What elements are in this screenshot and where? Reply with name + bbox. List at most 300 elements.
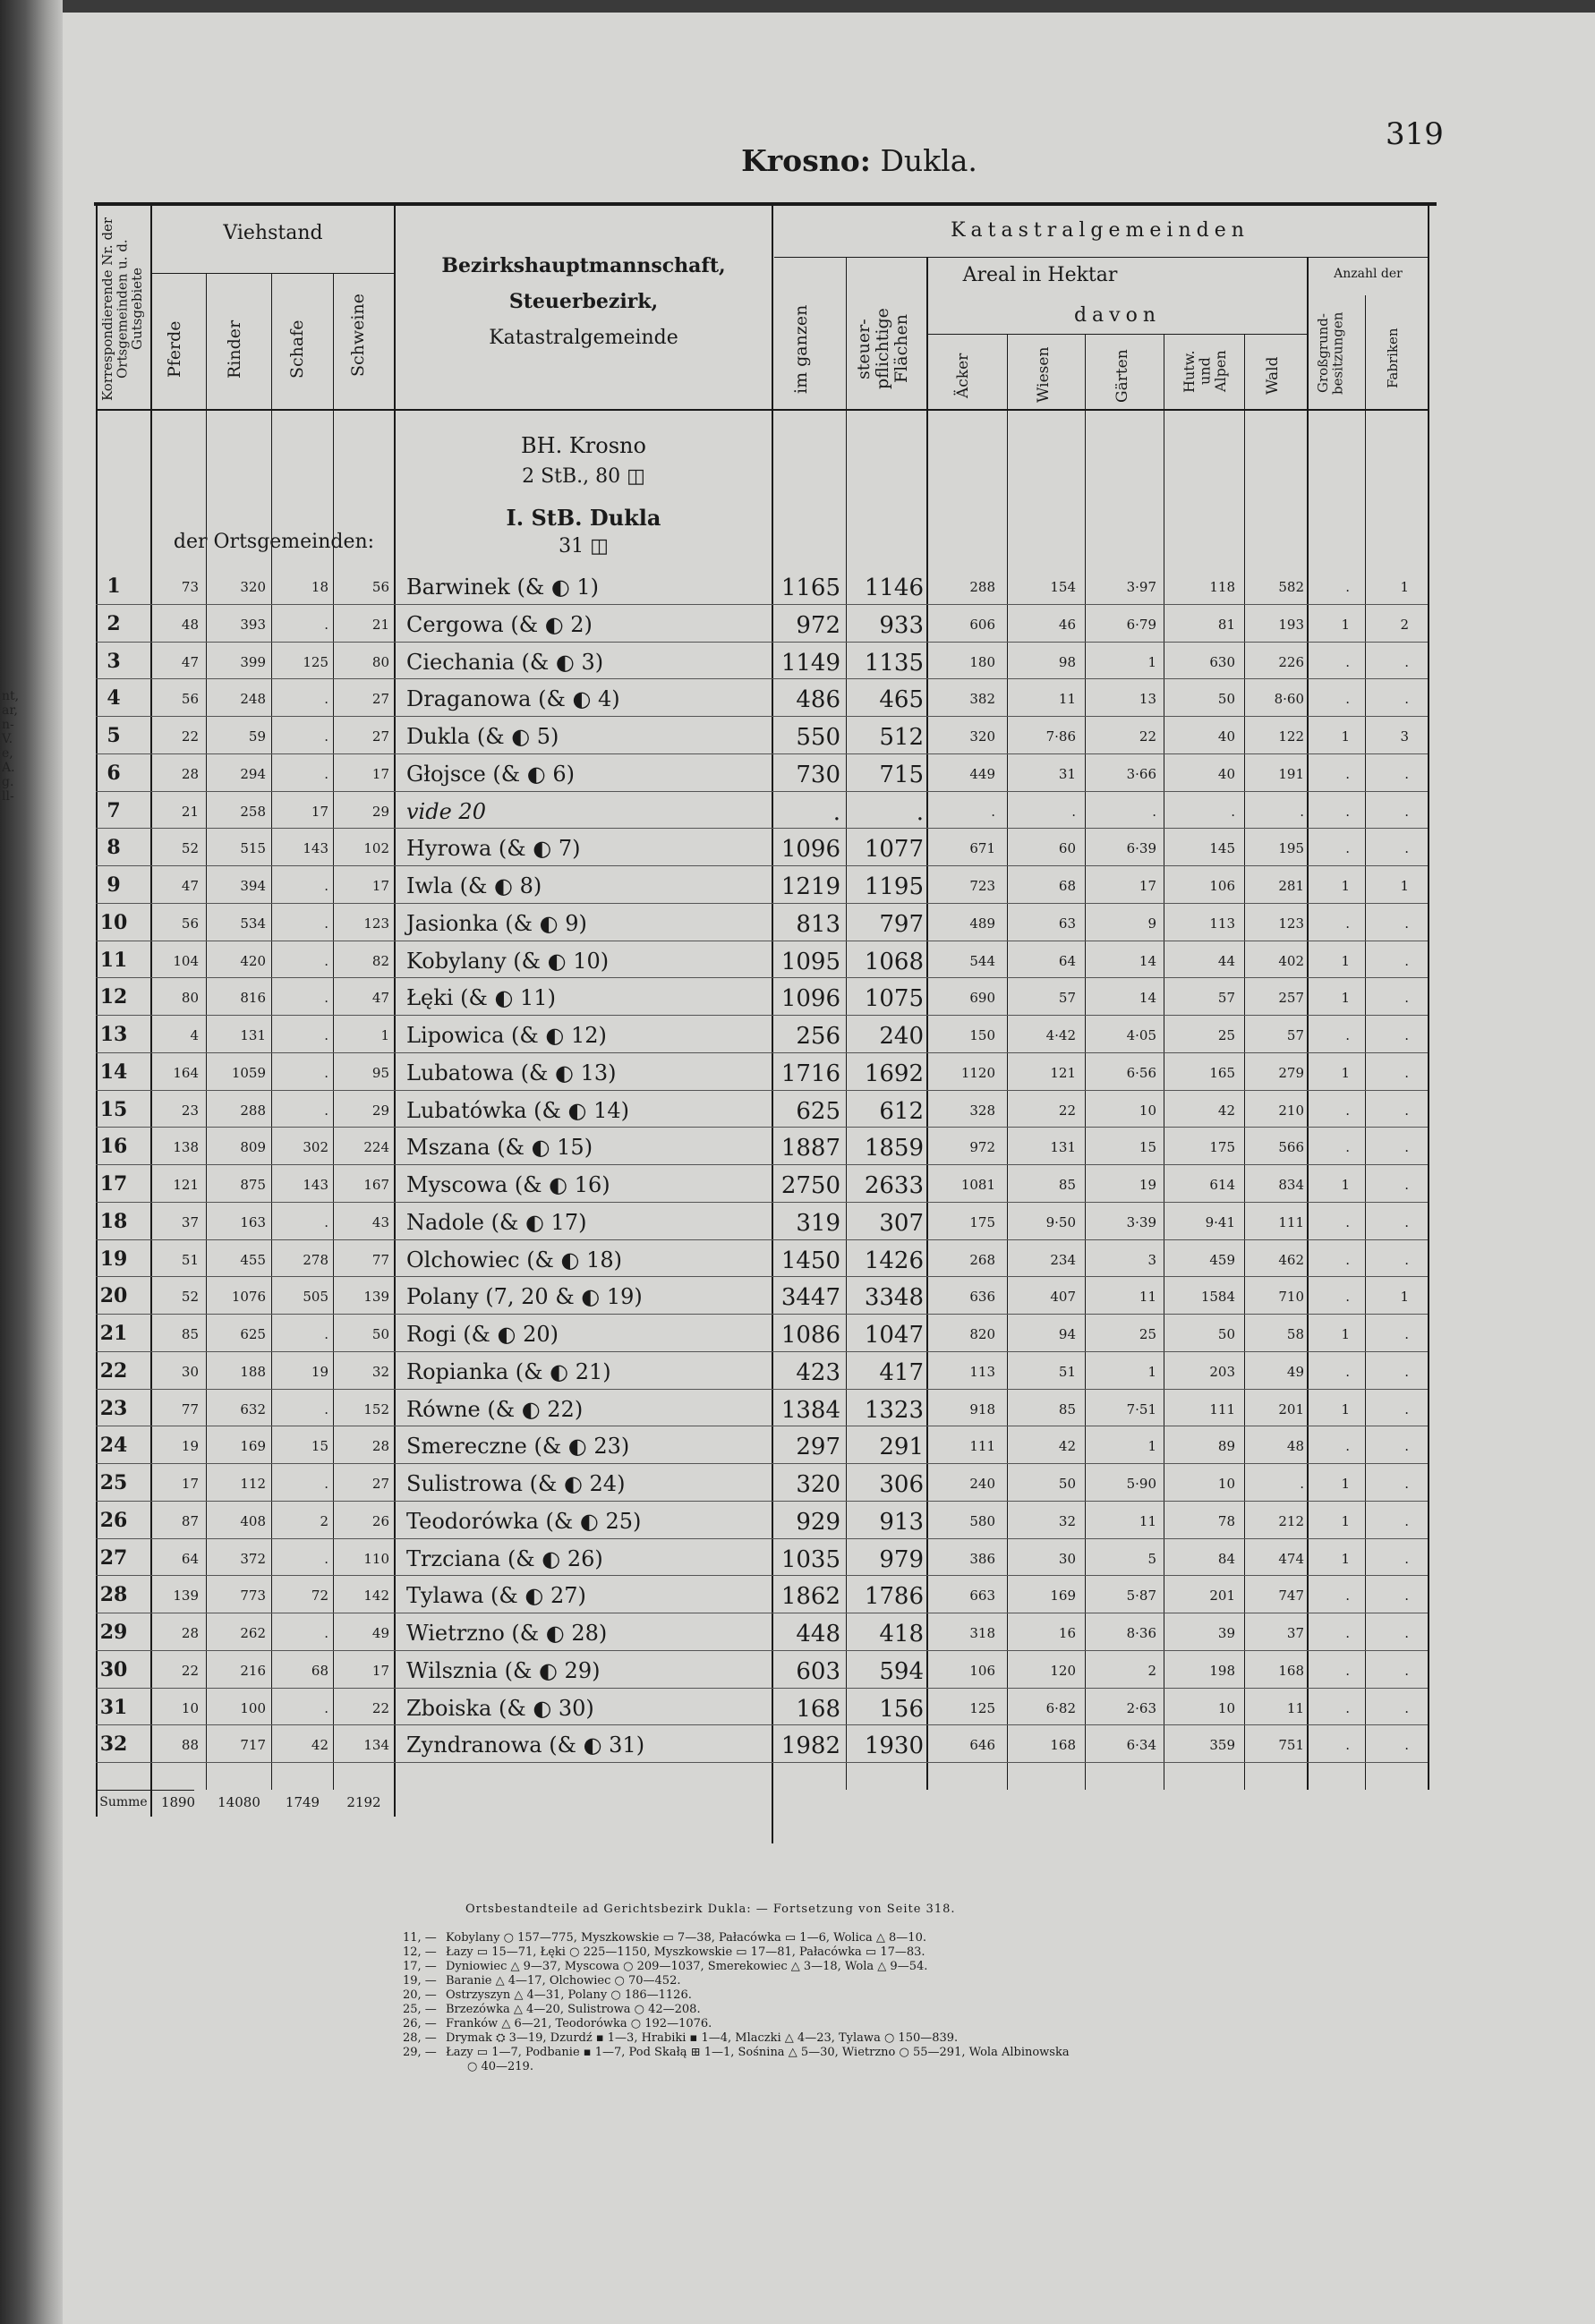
header-steuerpfl: steuer-pflichtige Flächen bbox=[854, 308, 911, 390]
cell-ga: 22 bbox=[1139, 728, 1156, 745]
cell-hu: 203 bbox=[1209, 1363, 1235, 1380]
cell-name: Lubatówka (& ◐ 14) bbox=[406, 1097, 630, 1123]
cell-wa: 747 bbox=[1278, 1588, 1304, 1605]
cell-st: 3348 bbox=[864, 1284, 924, 1312]
cell-fa: . bbox=[1404, 1363, 1409, 1380]
table-row bbox=[96, 792, 1428, 830]
cell-ga: 17 bbox=[1139, 878, 1156, 894]
cell-fa: . bbox=[1404, 1625, 1409, 1641]
cell-pf: 47 bbox=[181, 878, 199, 894]
cell-sc: 143 bbox=[303, 1177, 328, 1193]
cell-name: Sulistrowa (& ◐ 24) bbox=[406, 1471, 626, 1496]
cell-ig: 929 bbox=[796, 1508, 840, 1536]
cell-pf: 10 bbox=[181, 1699, 199, 1716]
cell-gg: 1 bbox=[1341, 990, 1350, 1007]
cell-ri: 717 bbox=[240, 1737, 266, 1754]
cell-gg: 1 bbox=[1341, 1177, 1350, 1193]
table-row bbox=[96, 1426, 1428, 1464]
cell-wa: 710 bbox=[1278, 1289, 1304, 1306]
title-bold: Krosno: bbox=[741, 143, 871, 178]
cell-ga: 5·90 bbox=[1126, 1476, 1156, 1492]
header-bh-1: Bezirkshauptmannschaft, bbox=[441, 254, 726, 277]
cell-sw: 21 bbox=[371, 616, 389, 633]
cell-hu: 81 bbox=[1217, 616, 1235, 633]
cell-pf: 56 bbox=[181, 691, 199, 708]
cell-n: 11 bbox=[99, 948, 128, 972]
cell-st: 512 bbox=[879, 724, 924, 751]
cell-ga: 9 bbox=[1147, 915, 1156, 932]
cell-ga: 19 bbox=[1139, 1177, 1156, 1193]
footnote-key: 12, — bbox=[403, 1945, 437, 1959]
cell-n: 29 bbox=[99, 1621, 128, 1644]
cell-wa: 122 bbox=[1278, 728, 1304, 745]
cell-fa: . bbox=[1404, 1326, 1409, 1342]
cell-fa: . bbox=[1404, 1512, 1409, 1529]
cell-name: Kobylany (& ◐ 10) bbox=[406, 948, 610, 974]
cell-wa: 11 bbox=[1286, 1699, 1304, 1716]
cell-wi: 50 bbox=[1058, 1476, 1076, 1492]
cell-name: Myscowa (& ◐ 16) bbox=[406, 1172, 610, 1197]
cell-wa: 201 bbox=[1278, 1400, 1304, 1417]
cell-wa: 195 bbox=[1278, 840, 1304, 857]
cell-ae: 489 bbox=[969, 915, 995, 932]
cell-hu: 40 bbox=[1217, 765, 1235, 782]
footnote-key: 28, — bbox=[403, 2031, 437, 2045]
cell-name: Ciechania (& ◐ 3) bbox=[406, 649, 604, 675]
cell-wa: 402 bbox=[1278, 952, 1304, 969]
cell-name: Głojsce (& ◐ 6) bbox=[406, 761, 575, 787]
cell-ig: 1219 bbox=[780, 873, 840, 900]
cell-n: 3 bbox=[107, 649, 121, 673]
cell-wi: 32 bbox=[1058, 1512, 1076, 1529]
cell-name: Dukla (& ◐ 5) bbox=[406, 724, 559, 749]
cell-gg: . bbox=[1345, 691, 1350, 708]
cell-wi: 63 bbox=[1058, 915, 1076, 932]
cell-ig: 603 bbox=[796, 1657, 840, 1685]
cell-fa: . bbox=[1404, 765, 1409, 782]
cell-name: Rogi (& ◐ 20) bbox=[406, 1322, 559, 1347]
cell-sw: 224 bbox=[363, 1139, 389, 1156]
cell-fa: . bbox=[1404, 691, 1409, 708]
cell-fa: . bbox=[1404, 1400, 1409, 1417]
cell-name: Iwla (& ◐ 8) bbox=[406, 873, 542, 898]
cell-sc: . bbox=[324, 915, 328, 932]
footnote-line bbox=[403, 2046, 1070, 2059]
cell-ig: 1035 bbox=[780, 1545, 840, 1573]
cell-wi: 68 bbox=[1058, 878, 1076, 894]
cell-n: 20 bbox=[99, 1284, 128, 1308]
header-bh-3: Katastralgemeinde bbox=[489, 327, 678, 349]
cell-name: Trzciana (& ◐ 26) bbox=[406, 1545, 603, 1571]
cell-pf: 4 bbox=[190, 1027, 199, 1043]
cell-ri: 372 bbox=[240, 1550, 266, 1567]
cell-gg: . bbox=[1345, 915, 1350, 932]
cell-ri: 112 bbox=[240, 1476, 266, 1492]
cell-ig: 168 bbox=[796, 1695, 840, 1723]
cell-ga: 14 bbox=[1139, 952, 1156, 969]
cell-n: 15 bbox=[99, 1097, 128, 1121]
cell-sw: 17 bbox=[371, 1662, 389, 1679]
cell-fa: . bbox=[1404, 1139, 1409, 1156]
cell-ae: 646 bbox=[969, 1737, 995, 1754]
cell-name: Nadole (& ◐ 17) bbox=[406, 1209, 587, 1235]
cell-sc: . bbox=[324, 691, 328, 708]
footnote-text: Franków △ 6—21, Teodorówka ○ 192—1076. bbox=[446, 2017, 712, 2030]
cell-fa: . bbox=[1404, 952, 1409, 969]
cell-sw: 17 bbox=[371, 878, 389, 894]
cell-fa: . bbox=[1404, 1213, 1409, 1230]
cell-st: 1426 bbox=[864, 1247, 924, 1274]
cell-ig: 625 bbox=[796, 1097, 840, 1125]
cell-ig: 423 bbox=[796, 1358, 840, 1386]
footnote-line bbox=[403, 1988, 692, 2002]
cell-wi: 168 bbox=[1050, 1737, 1076, 1754]
table-row bbox=[96, 1352, 1428, 1390]
cell-ae: 382 bbox=[969, 691, 995, 708]
cell-st: 1075 bbox=[864, 985, 924, 1013]
footnote-text: Ostrzyszyn △ 4—31, Polany ○ 186—1126. bbox=[446, 1988, 692, 2002]
cell-n: 9 bbox=[107, 873, 121, 897]
cell-ga: 1 bbox=[1147, 1363, 1156, 1380]
cell-ri: 515 bbox=[240, 840, 266, 857]
cell-wi: 30 bbox=[1058, 1550, 1076, 1567]
cell-st: 1047 bbox=[864, 1322, 924, 1349]
cell-pf: 138 bbox=[173, 1139, 199, 1156]
cell-sc: . bbox=[324, 1102, 328, 1119]
table-row bbox=[96, 1539, 1428, 1577]
cell-fa: . bbox=[1404, 653, 1409, 670]
cell-ig: 486 bbox=[796, 686, 840, 714]
cell-ae: 663 bbox=[969, 1588, 995, 1605]
cell-n: 28 bbox=[99, 1583, 128, 1607]
cell-pf: 85 bbox=[181, 1326, 199, 1342]
cell-st: 307 bbox=[879, 1209, 924, 1237]
cell-sc: 72 bbox=[311, 1588, 328, 1605]
footnote-text: Brzezówka △ 4—20, Sulistrowa ○ 42—208. bbox=[446, 2003, 701, 2016]
vline-15 bbox=[1428, 206, 1429, 1790]
cell-st: 1135 bbox=[864, 649, 924, 677]
summe-schweine: 2192 bbox=[346, 1794, 381, 1810]
cell-sw: 29 bbox=[371, 803, 389, 820]
cell-st: 417 bbox=[879, 1358, 924, 1386]
cell-wa: 751 bbox=[1278, 1737, 1304, 1754]
cell-gg: . bbox=[1345, 1289, 1350, 1306]
cell-ae: 106 bbox=[969, 1662, 995, 1679]
footnote-key: 20, — bbox=[403, 1988, 437, 2002]
footnote-text: Baranie △ 4—17, Olchowiec ○ 70—452. bbox=[446, 1974, 681, 1988]
cell-sc: 2 bbox=[320, 1512, 328, 1529]
cell-name: Łęki (& ◐ 11) bbox=[406, 985, 556, 1011]
cell-fa: . bbox=[1404, 1550, 1409, 1567]
cell-ga: 6·39 bbox=[1126, 840, 1156, 857]
cell-wa: 57 bbox=[1286, 1027, 1304, 1043]
cell-gg: . bbox=[1345, 1027, 1350, 1043]
cell-sw: 139 bbox=[363, 1289, 389, 1306]
cell-gg: 1 bbox=[1341, 1064, 1350, 1081]
cell-ri: 1059 bbox=[231, 1064, 266, 1081]
cell-gg: . bbox=[1345, 1213, 1350, 1230]
footnote-line bbox=[403, 1945, 925, 1959]
cell-ga: 8·36 bbox=[1126, 1625, 1156, 1641]
facing-page-fragment: nt, ar, n- V. e, A. g. ll- bbox=[2, 689, 20, 804]
cell-gg: . bbox=[1345, 1662, 1350, 1679]
cell-pf: 48 bbox=[181, 616, 199, 633]
cell-ig: 550 bbox=[796, 724, 840, 751]
cell-sc: . bbox=[324, 1699, 328, 1716]
cell-n: 22 bbox=[99, 1358, 128, 1383]
cell-ga: 13 bbox=[1139, 691, 1156, 708]
cell-st: 1068 bbox=[864, 948, 924, 975]
cell-n: 23 bbox=[99, 1396, 128, 1420]
cell-wa: . bbox=[1300, 803, 1304, 820]
cell-gg: . bbox=[1345, 579, 1350, 595]
cell-ae: 386 bbox=[969, 1550, 995, 1567]
cell-wa: 123 bbox=[1278, 915, 1304, 932]
cell-wi: 4·42 bbox=[1045, 1027, 1076, 1043]
cell-sw: 43 bbox=[371, 1213, 389, 1230]
cell-ig: 297 bbox=[796, 1434, 840, 1461]
header-wald: Wald bbox=[1264, 356, 1282, 396]
cell-ri: 288 bbox=[240, 1102, 266, 1119]
cell-ig: 1096 bbox=[780, 836, 840, 864]
cell-gg: 1 bbox=[1341, 1326, 1350, 1342]
table-row bbox=[96, 1203, 1428, 1240]
header-pferde: Pferde bbox=[165, 320, 184, 378]
cell-wa: 111 bbox=[1278, 1213, 1304, 1230]
cell-hu: . bbox=[1231, 803, 1235, 820]
cell-pf: 52 bbox=[181, 1289, 199, 1306]
cell-pf: 47 bbox=[181, 653, 199, 670]
cell-sc: . bbox=[324, 616, 328, 633]
cell-ig: 730 bbox=[796, 761, 840, 788]
cell-ae: 820 bbox=[969, 1326, 995, 1342]
cell-ig: 1096 bbox=[780, 985, 840, 1013]
cell-n: 27 bbox=[99, 1545, 128, 1570]
cell-wi: 234 bbox=[1050, 1251, 1076, 1268]
cell-gg: . bbox=[1345, 1251, 1350, 1268]
cell-ig: 256 bbox=[796, 1023, 840, 1050]
cell-ri: 773 bbox=[240, 1588, 266, 1605]
table-row bbox=[96, 1613, 1428, 1651]
cell-ae: 636 bbox=[969, 1289, 995, 1306]
table-row bbox=[96, 1725, 1428, 1763]
cell-ig: 319 bbox=[796, 1209, 840, 1237]
cell-ri: 420 bbox=[240, 952, 266, 969]
cell-sw: 27 bbox=[371, 1476, 389, 1492]
cell-ga: 11 bbox=[1139, 1289, 1156, 1306]
cell-sw: 110 bbox=[363, 1550, 389, 1567]
cell-wi: 121 bbox=[1050, 1064, 1076, 1081]
cell-wi: 154 bbox=[1050, 579, 1076, 595]
cell-hu: 630 bbox=[1209, 653, 1235, 670]
cell-n: 5 bbox=[107, 724, 121, 747]
cell-sc: 125 bbox=[303, 653, 328, 670]
cell-st: 979 bbox=[879, 1545, 924, 1573]
cell-ae: 320 bbox=[969, 728, 995, 745]
cell-fa: . bbox=[1404, 1102, 1409, 1119]
cell-pf: 21 bbox=[181, 803, 199, 820]
cell-hu: 614 bbox=[1209, 1177, 1235, 1193]
header-rinder: Rinder bbox=[225, 319, 244, 379]
cell-st: 594 bbox=[879, 1657, 924, 1685]
cell-wa: 226 bbox=[1278, 653, 1304, 670]
header-bottom-rule bbox=[96, 409, 1429, 411]
cell-ga: 3 bbox=[1147, 1251, 1156, 1268]
cell-st: 612 bbox=[879, 1097, 924, 1125]
cell-wa: 49 bbox=[1286, 1363, 1304, 1380]
cell-sc: 17 bbox=[311, 803, 328, 820]
cell-wi: 57 bbox=[1058, 990, 1076, 1007]
cell-fa: 2 bbox=[1400, 616, 1409, 633]
cell-wi: 16 bbox=[1058, 1625, 1076, 1641]
cell-ig: 448 bbox=[796, 1621, 840, 1647]
cell-wi: 7·86 bbox=[1045, 728, 1076, 745]
cell-sc: . bbox=[324, 1400, 328, 1417]
cell-wa: 191 bbox=[1278, 765, 1304, 782]
cell-sw: 27 bbox=[371, 728, 389, 745]
cell-sc: 42 bbox=[311, 1737, 328, 1754]
cell-ga: 6·79 bbox=[1126, 616, 1156, 633]
cell-ae: 113 bbox=[969, 1363, 995, 1380]
district-bh: BH. Krosno bbox=[521, 433, 646, 458]
cell-pf: 64 bbox=[181, 1550, 199, 1567]
summe-label: Summe bbox=[99, 1795, 148, 1809]
page-number: 319 bbox=[1386, 116, 1444, 152]
summe-rule bbox=[96, 1790, 194, 1791]
cell-gg: . bbox=[1345, 1102, 1350, 1119]
cell-sw: 17 bbox=[371, 765, 389, 782]
cell-st: 418 bbox=[879, 1621, 924, 1647]
cell-name: Zyndranowa (& ◐ 31) bbox=[406, 1732, 645, 1758]
header-bh-2: Steuerbezirk, bbox=[508, 290, 659, 313]
cell-hu: 9·41 bbox=[1205, 1213, 1235, 1230]
header-grossgrund: Großgrund-besitzungen bbox=[1315, 311, 1346, 396]
cell-st: 465 bbox=[879, 686, 924, 714]
cell-gg: 1 bbox=[1341, 1550, 1350, 1567]
cell-sw: 50 bbox=[371, 1326, 389, 1342]
cell-st: 2633 bbox=[864, 1172, 924, 1199]
cell-hu: 198 bbox=[1209, 1662, 1235, 1679]
table-row bbox=[96, 866, 1428, 904]
cell-ga: 4·05 bbox=[1126, 1027, 1156, 1043]
cell-ig: 1384 bbox=[780, 1396, 840, 1424]
cell-sc: 302 bbox=[303, 1139, 328, 1156]
cell-fa: . bbox=[1404, 803, 1409, 820]
cell-fa: . bbox=[1404, 1476, 1409, 1492]
cell-sw: 29 bbox=[371, 1102, 389, 1119]
table-row bbox=[96, 605, 1428, 643]
table-row bbox=[96, 1315, 1428, 1352]
cell-wi: . bbox=[1071, 803, 1076, 820]
cell-hu: 50 bbox=[1217, 1326, 1235, 1342]
footnote-line bbox=[403, 1960, 927, 1973]
cell-n: 4 bbox=[107, 686, 121, 711]
table-row bbox=[96, 679, 1428, 717]
davon-sub-rule bbox=[926, 334, 1307, 335]
cell-pf: 104 bbox=[173, 952, 199, 969]
cell-ri: 59 bbox=[248, 728, 266, 745]
cell-ri: 294 bbox=[240, 765, 266, 782]
cell-hu: 39 bbox=[1217, 1625, 1235, 1641]
cell-ae: 150 bbox=[969, 1027, 995, 1043]
cell-ri: 875 bbox=[240, 1177, 266, 1193]
table-row bbox=[96, 717, 1428, 754]
cell-ga: 15 bbox=[1139, 1139, 1156, 1156]
cell-wi: 6·82 bbox=[1045, 1699, 1076, 1716]
cell-ig: 1716 bbox=[780, 1060, 840, 1087]
cell-gg: . bbox=[1345, 1588, 1350, 1605]
cell-hu: 459 bbox=[1209, 1251, 1235, 1268]
header-wiesen: Wiesen bbox=[1035, 346, 1053, 403]
cell-hu: 145 bbox=[1209, 840, 1235, 857]
cell-pf: 51 bbox=[181, 1251, 199, 1268]
cell-st: 1323 bbox=[864, 1396, 924, 1424]
cell-ig: . bbox=[832, 798, 840, 826]
cell-sc: 68 bbox=[311, 1662, 328, 1679]
cell-ga: 3·66 bbox=[1126, 765, 1156, 782]
cell-n: 1 bbox=[107, 575, 121, 598]
table-row bbox=[96, 829, 1428, 866]
cell-hu: 10 bbox=[1217, 1476, 1235, 1492]
cell-st: 715 bbox=[879, 761, 924, 788]
cell-sc: . bbox=[324, 878, 328, 894]
footnote-line bbox=[403, 2003, 701, 2016]
cell-n: 30 bbox=[99, 1657, 128, 1681]
cell-ga: 1 bbox=[1147, 1438, 1156, 1455]
cell-ig: 2750 bbox=[780, 1172, 840, 1199]
cell-wi: 169 bbox=[1050, 1588, 1076, 1605]
cell-fa: . bbox=[1404, 1438, 1409, 1455]
cell-n: 25 bbox=[99, 1471, 128, 1494]
cell-hu: 50 bbox=[1217, 691, 1235, 708]
table-row bbox=[96, 1277, 1428, 1315]
cell-ga: 3·39 bbox=[1126, 1213, 1156, 1230]
cell-wa: 474 bbox=[1278, 1550, 1304, 1567]
cell-ig: 320 bbox=[796, 1471, 840, 1498]
cell-fa: 3 bbox=[1400, 728, 1409, 745]
cell-n: 14 bbox=[99, 1060, 128, 1084]
cell-ae: 606 bbox=[969, 616, 995, 633]
cell-fa: . bbox=[1404, 1699, 1409, 1716]
cell-name: Równe (& ◐ 22) bbox=[406, 1396, 584, 1422]
row-rule bbox=[96, 1762, 1428, 1763]
cell-sc: . bbox=[324, 1064, 328, 1081]
table-row bbox=[96, 1016, 1428, 1053]
cell-fa: . bbox=[1404, 1251, 1409, 1268]
cell-wi: 120 bbox=[1050, 1662, 1076, 1679]
cell-ae: 1120 bbox=[960, 1064, 995, 1081]
table-row bbox=[96, 1240, 1428, 1278]
cell-ae: 111 bbox=[969, 1438, 995, 1455]
cell-n: 18 bbox=[99, 1209, 128, 1233]
cell-name: Tylawa (& ◐ 27) bbox=[406, 1583, 586, 1609]
cell-pf: 19 bbox=[181, 1438, 199, 1455]
book-spine bbox=[0, 0, 63, 2324]
cell-ig: 972 bbox=[796, 611, 840, 639]
cell-hu: 40 bbox=[1217, 728, 1235, 745]
header-davon: davon bbox=[1073, 304, 1162, 327]
cell-ga: 11 bbox=[1139, 1512, 1156, 1529]
cell-ga: 6·56 bbox=[1126, 1064, 1156, 1081]
cell-wa: 566 bbox=[1278, 1139, 1304, 1156]
cell-hu: 10 bbox=[1217, 1699, 1235, 1716]
footnote-text: ○ 40—219. bbox=[467, 2060, 533, 2073]
cell-sw: 167 bbox=[363, 1177, 389, 1193]
cell-wa: 210 bbox=[1278, 1102, 1304, 1119]
cell-gg: . bbox=[1345, 1139, 1350, 1156]
cell-ae: 580 bbox=[969, 1512, 995, 1529]
cell-ae: 180 bbox=[969, 653, 995, 670]
